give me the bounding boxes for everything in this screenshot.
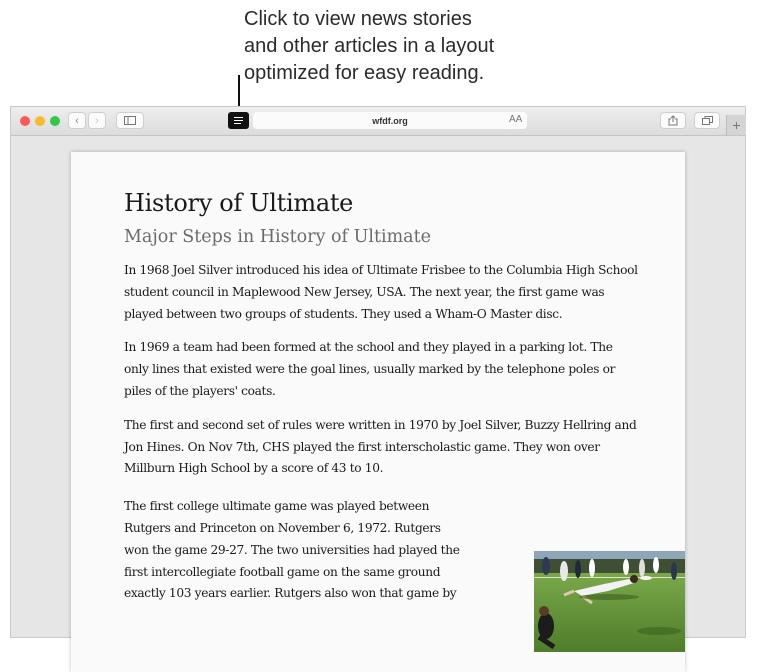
reader-button[interactable]	[228, 112, 249, 129]
text-size-button[interactable]: AA	[509, 114, 523, 125]
chevron-right-icon: ›	[95, 114, 99, 127]
callout-text	[244, 6, 564, 87]
reader-page	[71, 152, 685, 672]
callout-line-1: Click to view news stories	[244, 8, 472, 30]
article-subtitle: Major Steps in History of Ultimate	[124, 227, 431, 247]
article-paragraph: In 1969 a team had been formed at the school and they played in a parking lot. The only lines that existed were the goal lines, usually marked by the telephone poles or piles of the players' coats.	[124, 340, 616, 398]
sidebar-button[interactable]	[116, 112, 144, 129]
article-paragraph: In 1968 Joel Silver introduced his idea of Ultimate Frisbee to the Columbia High School student council in Maplewood New Jersey, USA. The next year, the first game was played between two groups of students. They used a Wham-O Master disc.	[124, 263, 638, 321]
back-button[interactable]	[68, 112, 86, 129]
callout-line-3: optimized for easy reading.	[244, 62, 485, 84]
callout-line-2: and other articles in a layout	[244, 35, 495, 57]
url-text: wfdf.org	[372, 115, 408, 126]
close-window-button[interactable]	[20, 116, 30, 126]
new-tab-button[interactable]: +	[726, 115, 746, 135]
zoom-window-button[interactable]	[50, 116, 60, 126]
article-title: History of Ultimate	[124, 189, 354, 217]
share-icon	[668, 115, 678, 126]
forward-button[interactable]	[88, 112, 106, 129]
address-bar[interactable]	[253, 112, 527, 129]
tabs-icon	[702, 116, 713, 125]
article-photo	[534, 551, 685, 652]
chevron-left-icon: ‹	[75, 114, 79, 127]
show-tabs-button[interactable]	[694, 112, 720, 129]
share-button[interactable]	[660, 112, 686, 129]
browser-toolbar	[11, 107, 745, 136]
ultimate-game-photo-icon	[534, 551, 685, 652]
sidebar-icon	[124, 116, 136, 125]
article-paragraph: The first and second set of rules were written in 1970 by Joel Silver, Buzzy Hellring and Jon Hines. On Nov 7th, CHS played the first interscholastic game. They won over Millburn High School by a score of 43 to 10.	[124, 417, 637, 476]
browser-window	[10, 106, 746, 638]
article-paragraph: The first college ultimate game was played between Rutgers and Princeton on November 6, 1972. Rutgers won the game 29-27. The two universities had played the first intercollegiate football game on the same ground exactly 103 years earlier. Rutgers also won that game by	[124, 499, 460, 601]
minimize-window-button[interactable]	[35, 116, 45, 126]
article-body	[124, 188, 639, 605]
